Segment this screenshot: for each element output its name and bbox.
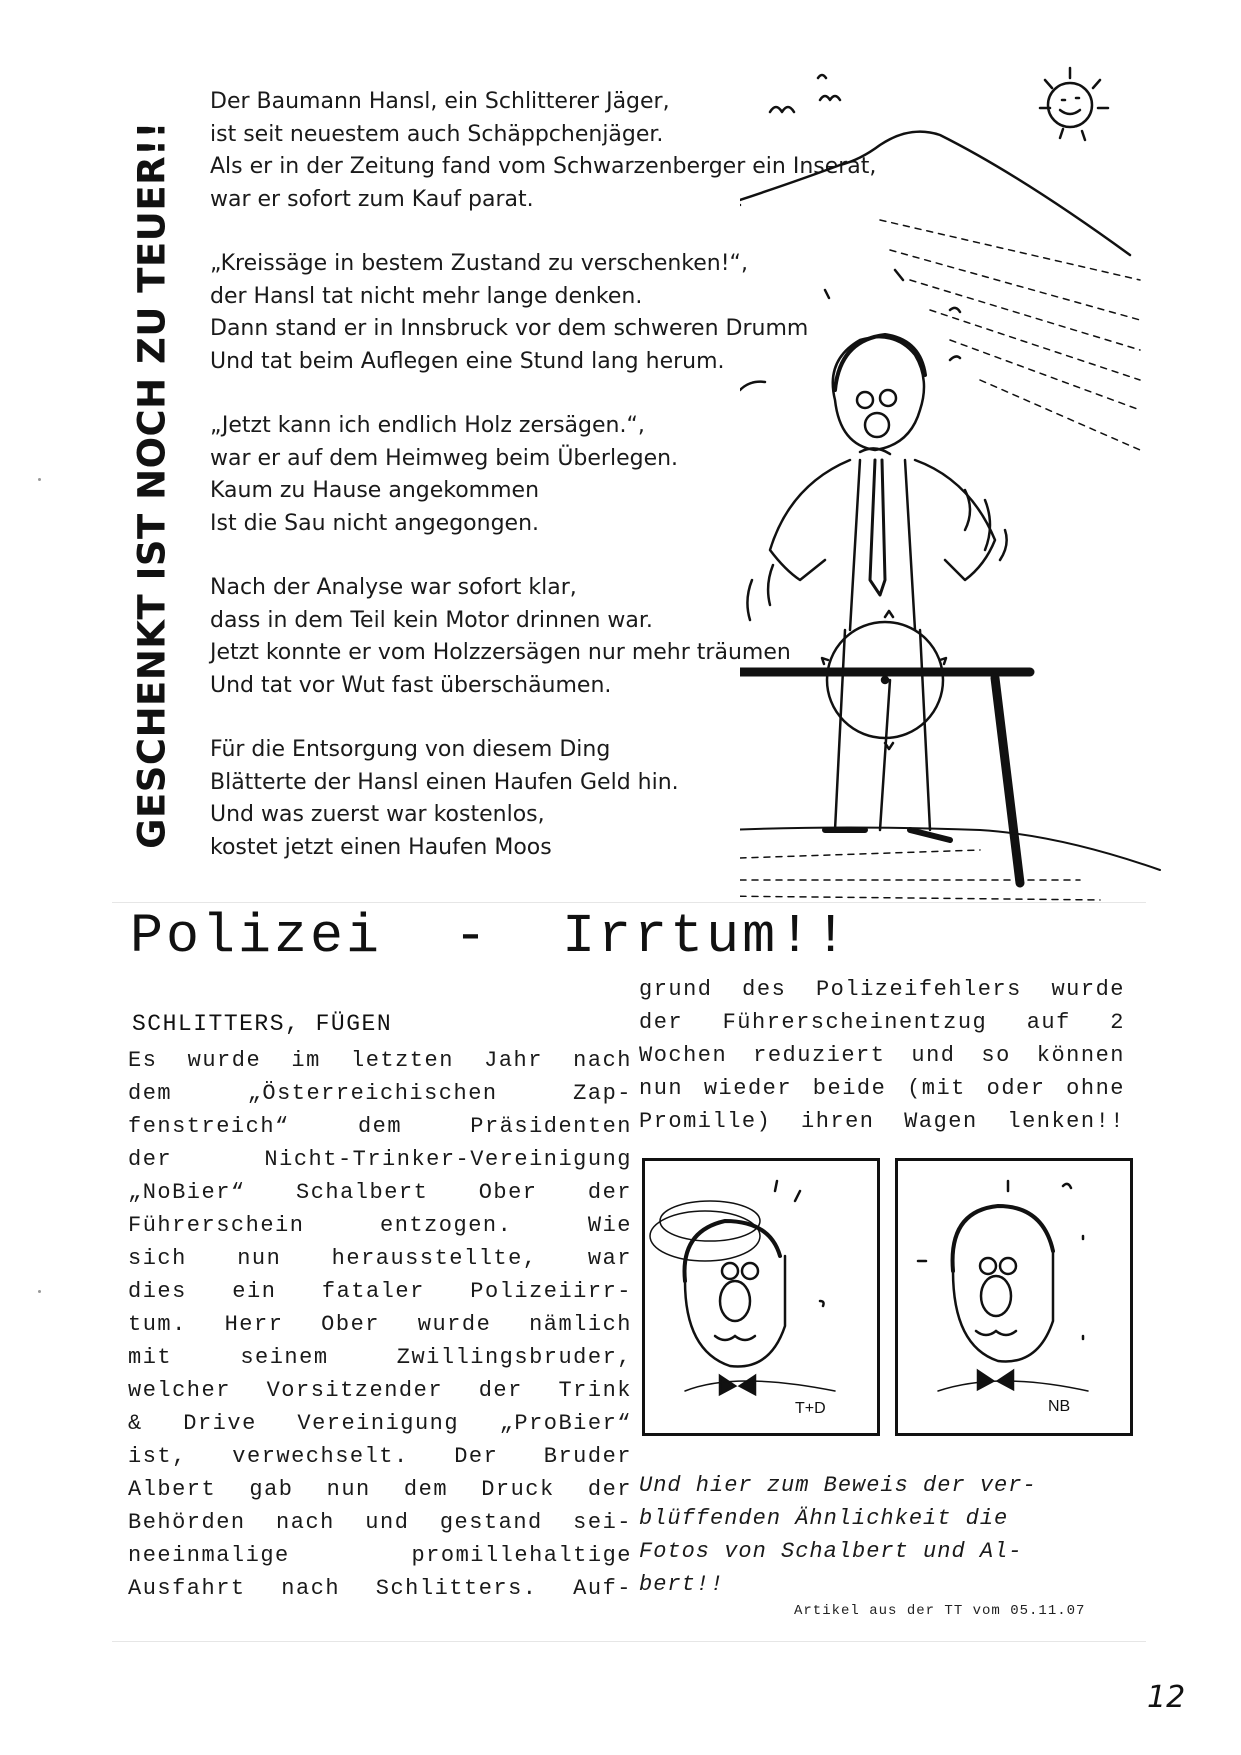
headline-text: GESCHENKT IST NOCH ZU TEUER!! [130, 121, 174, 849]
poem-line: Dann stand er in Innsbruck vor dem schweren Drumm [210, 316, 809, 341]
article-line: fenstreich“ dem Präsidenten [128, 1114, 632, 1139]
poem-line: „Kreissäge in bestem Zustand zu verschenken!“, [210, 251, 748, 276]
article-title: Polizei - Irrtum!! [130, 905, 851, 968]
article-line: dies ein fataler Polizeiirr- [128, 1279, 632, 1304]
poem-line: Der Baumann Hansl, ein Schlitterer Jäger, [210, 89, 670, 114]
caption-line: Fotos von Schalbert und Al- [639, 1539, 1023, 1564]
poem-line: ist seit neuestem auch Schäppchenjäger. [210, 121, 664, 147]
article-column-right [639, 973, 1125, 1138]
poem-line: „Jetzt kann ich endlich Holz zersägen.“, [210, 413, 645, 438]
article-line: Promille) ihren Wagen lenken!! [639, 1109, 1125, 1134]
poem-line: war er sofort zum Kauf parat. [210, 186, 534, 212]
article-line: der Führerscheinentzug auf 2 [639, 1010, 1125, 1035]
poem-line: dass in dem Teil kein Motor drinnen war. [210, 607, 653, 633]
article-line: mit seinem Zwillingsbruder, [128, 1345, 632, 1370]
news-article [112, 902, 1146, 1642]
photo-schalbert [642, 1158, 880, 1436]
photo-label-1: T+D [795, 1400, 826, 1417]
poem-line: Und was zuerst war kostenlos, [210, 802, 545, 827]
article-line: Es wurde im letzten Jahr nach [128, 1048, 632, 1073]
article-source: Artikel aus der TT vom 05.11.07 [794, 1603, 1086, 1619]
article-line: ist, verwechselt. Der Bruder [128, 1444, 632, 1469]
article-line: dem „Österreichischen Zap- [128, 1081, 632, 1106]
sun-drawing [1040, 68, 1108, 140]
poem-line: Ist die Sau nicht angegongen. [210, 510, 540, 536]
circular-saw-cartoon [740, 60, 1180, 910]
article-line: neeinmalige promillehaltige [128, 1543, 632, 1568]
photo-albert [895, 1158, 1133, 1436]
poem-line: Und tat vor Wut fast überschäumen. [210, 672, 612, 698]
article-dateline: SCHLITTERS, FÜGEN [132, 1011, 393, 1037]
poem-line: Kaum zu Hause angekommen [210, 478, 540, 503]
article-line: tum. Herr Ober wurde nämlich [128, 1312, 632, 1337]
poem-line: Und tat beim Auflegen eine Stund lang herum. [210, 348, 725, 374]
sawhorse-drawing [740, 672, 1030, 883]
page-number: 12 [1147, 1680, 1186, 1715]
article-line: grund des Polizeifehlers wurde [639, 977, 1125, 1002]
article-column-left [128, 1044, 632, 1605]
article-line: Führerschein entzogen. Wie [128, 1213, 632, 1238]
article-line: welcher Vorsitzender der Trink [128, 1378, 632, 1403]
article-line: sich nun herausstellte, war [128, 1246, 632, 1271]
person-drawing [770, 335, 995, 840]
article-line: Albert gab nun dem Druck der [128, 1477, 632, 1502]
article-line: Behörden nach und gestand sei- [128, 1510, 632, 1535]
scan-speck [38, 1290, 41, 1293]
article-line: Ausfahrt nach Schlitters. Auf- [128, 1576, 632, 1601]
poem-line: der Hansl tat nicht mehr lange denken. [210, 283, 643, 309]
caption-line: Und hier zum Beweis der ver- [639, 1473, 1037, 1498]
caption-line: bert!! [639, 1572, 725, 1597]
article-line: nun wieder beide (mit oder ohne [639, 1076, 1125, 1101]
poem-line: Als er in der Zeitung fand vom Schwarzenberger ein Inserat, [210, 154, 877, 179]
photo-label-2: NB [1048, 1398, 1071, 1415]
caption-line: blüffenden Ähnlichkeit die [639, 1506, 1009, 1531]
photo-caption [639, 1469, 1109, 1601]
article-line: & Drive Vereinigung „ProBier“ [128, 1411, 632, 1436]
poem-line: kostet jetzt einen Haufen Moos [210, 834, 552, 860]
article-line: „NoBier“ Schalbert Ober der [128, 1180, 632, 1205]
article-line: Wochen reduziert und so können [639, 1043, 1125, 1068]
poem-line: Blätterte der Hansl einen Haufen Geld hin. [210, 769, 679, 795]
vertical-headline [122, 95, 182, 875]
poem-line: war er auf dem Heimweg beim Überlegen. [210, 445, 679, 471]
article-line: der Nicht-Trinker-Vereinigung [128, 1147, 632, 1172]
poem-line: Für die Entsorgung von diesem Ding [210, 737, 611, 762]
poem-line: Jetzt konnte er vom Holzzersägen nur mehr träumen [210, 640, 791, 665]
poem-line: Nach der Analyse war sofort klar, [210, 575, 577, 600]
scan-speck [38, 478, 41, 481]
